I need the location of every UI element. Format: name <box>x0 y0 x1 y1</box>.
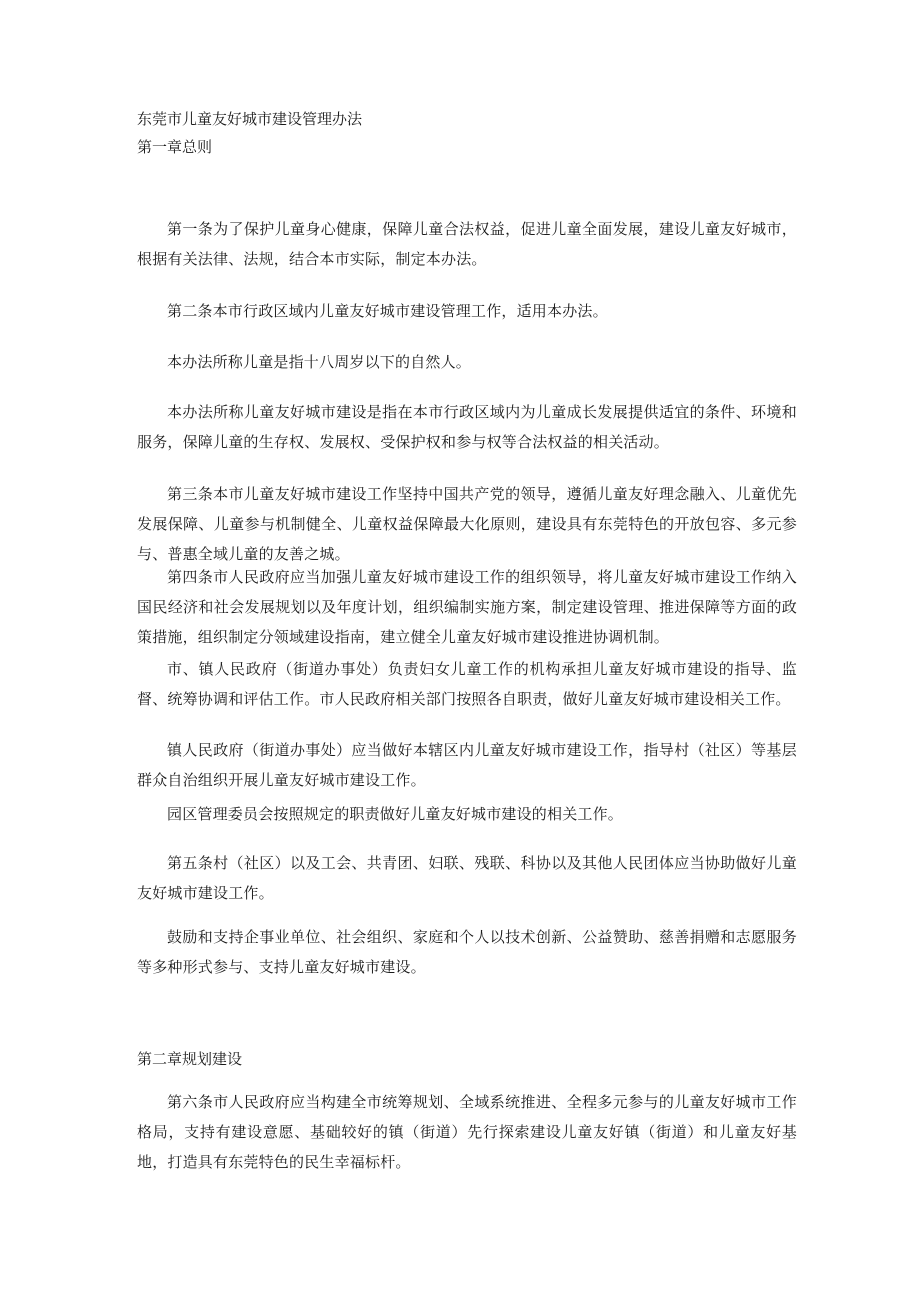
chapter-2-heading: 第二章规划建设 <box>137 1050 243 1068</box>
city-town-government-paragraph: 市、镇人民政府（街道办事处）负责妇女儿童工作的机构承担儿童友好城市建设的指导、监督、统筹协调和评估工作。市人民政府相关部门按照各自职责，做好儿童友好城市建设相关工作。 <box>137 660 797 708</box>
park-committee-paragraph: 园区管理委员会按照规定的职责做好儿童友好城市建设的相关工作。 <box>167 805 624 823</box>
town-government-paragraph: 镇人民政府（街道办事处）应当做好本辖区内儿童友好城市建设工作，指导村（社区）等基层群众自治组织开展儿童友好城市建设工作。 <box>137 741 797 789</box>
encourage-support-paragraph: 鼓励和支持企事业单位、社会组织、家庭和个人以技术创新、公益赞助、慈善捐赠和志愿服务等多种形式参与、支持儿童友好城市建设。 <box>137 928 797 976</box>
article-3-paragraph: 第三条本市儿童友好城市建设工作坚持中国共产党的领导，遵循儿童友好理念融入、儿童优先发展保障、儿童参与机制健全、儿童权益保障最大化原则，建设具有东莞特色的开放包容、多元参与、普惠全域儿童的友善之城。 <box>137 485 797 563</box>
article-4-paragraph: 第四条市人民政府应当加强儿童友好城市建设工作的组织领导，将儿童友好城市建设工作纳入国民经济和社会发展规划以及年度计划，组织编制实施方案，制定建设管理、推进保障等方面的政策措施，组织制定分领域建设指南，建立健全儿童友好城市建设推进协调机制。 <box>137 568 797 646</box>
article-6-paragraph: 第六条市人民政府应当构建全市统筹规划、全域系统推进、全程多元参与的儿童友好城市工作格局，支持有建设意愿、基础较好的镇（街道）先行探索建设儿童友好镇（街道）和儿童友好基地，打造具有东莞特色的民生幸福标杆。 <box>137 1093 797 1171</box>
article-5-paragraph: 第五条村（社区）以及工会、共青团、妇联、残联、科协以及其他人民团体应当协助做好儿童友好城市建设工作。 <box>137 854 797 902</box>
chapter-1-heading: 第一章总则 <box>137 138 213 156</box>
child-definition-paragraph: 本办法所称儿童是指十八周岁以下的自然人。 <box>167 353 472 371</box>
city-building-definition-paragraph: 本办法所称儿童友好城市建设是指在本市行政区域内为儿童成长发展提供适宜的条件、环境和服务，保障儿童的生存权、发展权、受保护权和参与权等合法权益的相关活动。 <box>137 403 797 451</box>
document-title: 东莞市儿童友好城市建设管理办法 <box>137 110 363 128</box>
article-1-paragraph: 第一条为了保护儿童身心健康，保障儿童合法权益，促进儿童全面发展，建设儿童友好城市，根据有关法律、法规，结合本市实际，制定本办法。 <box>137 220 797 268</box>
article-2-paragraph: 第二条本市行政区域内儿童友好城市建设管理工作，适用本办法。 <box>167 302 608 320</box>
